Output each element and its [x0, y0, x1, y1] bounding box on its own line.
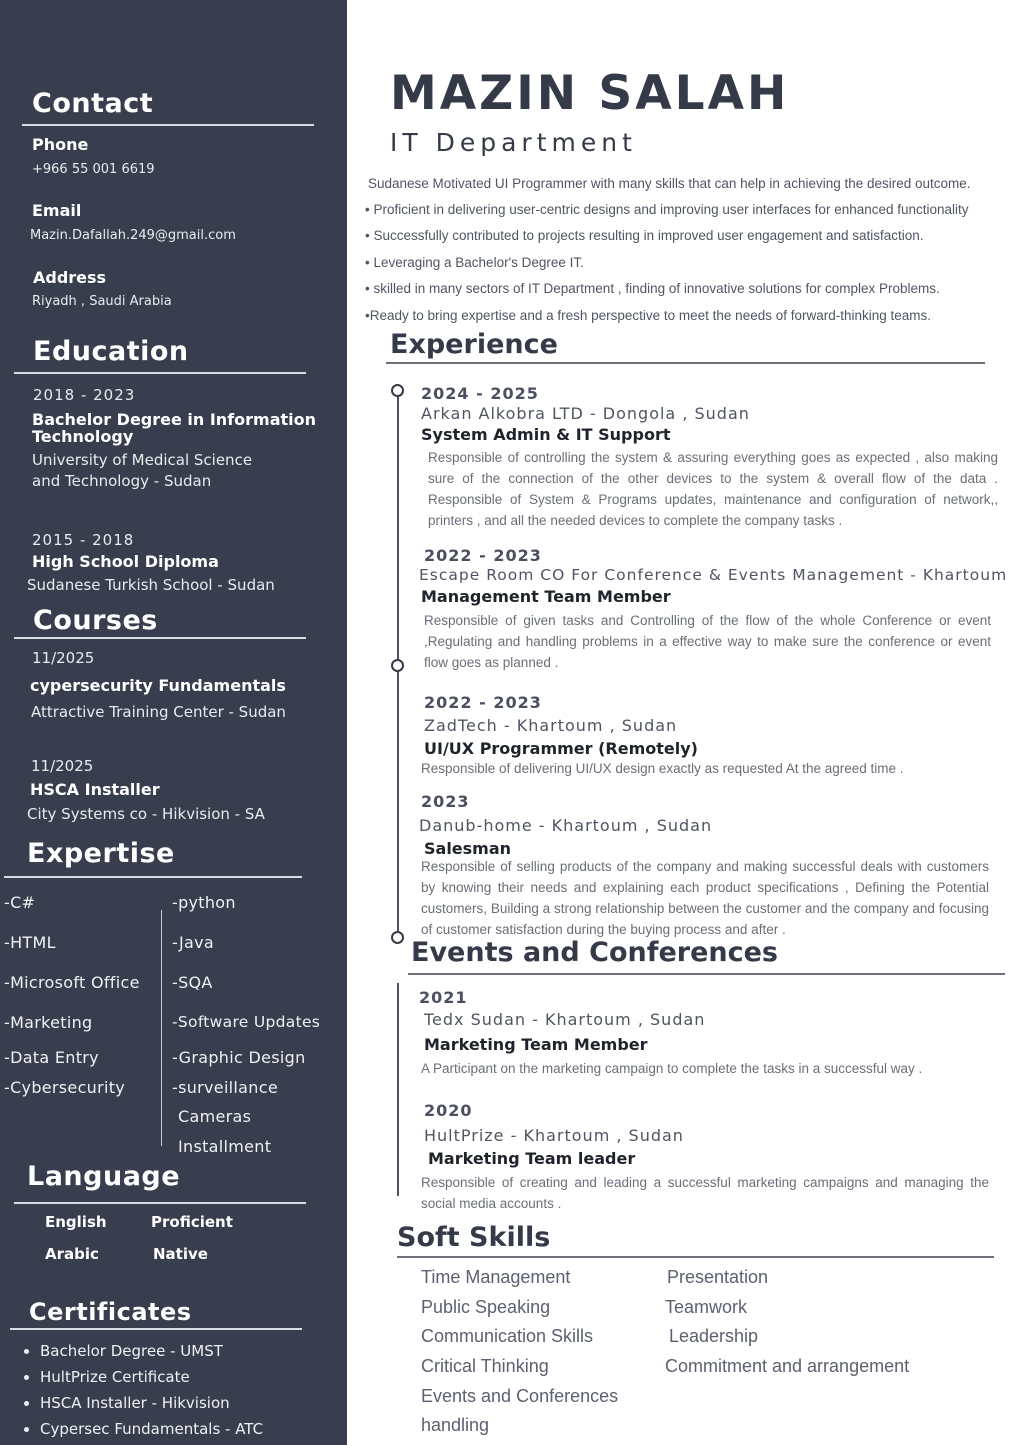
experience-title: UI/UX Programmer (Remotely)	[424, 739, 698, 758]
event-year: 2020	[424, 1101, 473, 1120]
summary-bullet: •Ready to bring expertise and a fresh perspective to meet the needs of forward-thinking teams.	[365, 308, 932, 323]
experience-description: Responsible of selling products of the company and making successful deals with customers by knowing their needs and explaining each product specifications , Defining the Potential customers, Building a strong relationship between the customer and the company and focusing of customer satisfaction during the buying process and after .	[421, 859, 989, 937]
language-name: English	[45, 1213, 107, 1231]
education-years: 2015 - 2018	[32, 531, 135, 549]
soft-skill: Communication Skills	[421, 1326, 594, 1346]
experience-years: 2023	[421, 792, 470, 811]
experience-company: Arkan Alkobra LTD - Dongola , Sudan	[421, 404, 750, 423]
expertise-item: -Software Updates	[172, 1013, 321, 1031]
expertise-item: Cameras	[178, 1107, 252, 1126]
experience-description: Responsible of delivering UI/UX design exactly as requested At the agreed time .	[421, 761, 904, 776]
email-value[interactable]: Mazin.Dafallah.249@gmail.com	[30, 228, 236, 243]
expertise-item: -HTML	[4, 933, 56, 952]
soft-skill: Events and Conferences	[421, 1386, 619, 1406]
certificate-item: • Cypersec Fundamentals - ATC	[40, 1416, 263, 1442]
language-divider	[14, 1202, 306, 1204]
experience-title: Management Team Member	[421, 587, 671, 606]
education-degree: Bachelor Degree in Information	[32, 410, 317, 429]
summary-line: Sudanese Motivated UI Programmer with many skills that can help in achieving the desired outcome.	[368, 176, 971, 191]
language-level: Proficient	[151, 1213, 233, 1231]
experience-years: 2022 - 2023	[424, 693, 542, 712]
expertise-heading: Expertise	[27, 838, 175, 869]
timeline-dot	[391, 659, 404, 672]
expertise-item: -SQA	[172, 973, 213, 992]
education-degree-cont: Technology	[32, 427, 134, 446]
expertise-item: Installment	[178, 1137, 272, 1156]
event-title: Marketing Team leader	[428, 1149, 636, 1168]
address-label: Address	[33, 268, 107, 287]
experience-title: Salesman	[424, 839, 512, 858]
education-divider	[14, 372, 306, 374]
expertise-item: -python	[172, 893, 236, 912]
candidate-role: IT Department	[390, 128, 637, 157]
expertise-item: -Data Entry	[4, 1048, 99, 1067]
education-school: University of Medical Science	[32, 451, 253, 469]
experience-divider	[386, 362, 985, 364]
expertise-item: -Java	[172, 933, 214, 952]
courses-divider	[14, 637, 306, 639]
soft-skill: Commitment and arrangement	[665, 1356, 910, 1376]
expertise-item: -Marketing	[4, 1013, 93, 1032]
education-school-cont: and Technology - Sudan	[32, 472, 212, 490]
soft-skill: handling	[421, 1415, 490, 1435]
course-name: HSCA Installer	[30, 780, 160, 799]
event-description: Responsible of creating and leading a successful marketing campaigns and managing the social media accounts .	[421, 1175, 989, 1211]
soft-skill: Public Speaking	[421, 1297, 551, 1317]
experience-company: ZadTech - Khartoum , Sudan	[424, 716, 678, 735]
certificates-heading: Certificates	[29, 1298, 192, 1326]
experience-years: 2024 - 2025	[421, 384, 539, 403]
experience-company: Danub-home - Khartoum , Sudan	[419, 816, 713, 835]
education-heading: Education	[33, 336, 189, 367]
experience-heading: Experience	[390, 329, 558, 360]
language-name: Arabic	[45, 1245, 99, 1263]
expertise-item: -Cybersecurity	[4, 1078, 126, 1097]
education-school: Sudanese Turkish School - Sudan	[27, 576, 275, 594]
expertise-item: -C#	[4, 893, 36, 912]
phone-label: Phone	[32, 135, 89, 154]
event-year: 2021	[419, 988, 468, 1007]
timeline-dot	[391, 931, 404, 944]
phone-value[interactable]: +966 55 001 6619	[32, 162, 155, 177]
courses-heading: Courses	[33, 605, 158, 636]
certificate-item: • HultPrize Certificate	[40, 1364, 263, 1390]
email-label: Email	[32, 201, 82, 220]
certificates-divider	[10, 1328, 302, 1330]
education-degree: High School Diploma	[32, 552, 219, 571]
event-description: A Participant on the marketing campaign to complete the tasks in a successful way .	[421, 1061, 923, 1076]
expertise-item: -surveillance	[172, 1078, 278, 1097]
language-level: Native	[153, 1245, 208, 1263]
course-name: cypersecurity Fundamentals	[30, 676, 286, 695]
events-heading: Events and Conferences	[411, 937, 779, 968]
soft-skill: Time Management	[421, 1267, 571, 1287]
course-provider: City Systems co - Hikvision - SA	[27, 805, 265, 823]
soft-skill: Leadership	[669, 1326, 759, 1346]
event-organization: HultPrize - Khartoum , Sudan	[424, 1126, 684, 1145]
summary-bullet: • Successfully contributed to projects resulting in improved user engagement and satisfaction.	[365, 228, 924, 243]
summary-bullet: • skilled in many sectors of IT Department , finding of innovative solutions for complex Problems.	[365, 281, 940, 296]
sidebar	[0, 0, 347, 1445]
contact-divider	[22, 124, 314, 126]
soft-skill: Teamwork	[665, 1297, 748, 1317]
soft-skill: Critical Thinking	[421, 1356, 549, 1376]
course-date: 11/2025	[31, 757, 94, 775]
candidate-name: MAZIN SALAH	[390, 66, 790, 121]
experience-title: System Admin & IT Support	[421, 425, 671, 444]
expertise-column-divider	[161, 910, 162, 1146]
expertise-divider	[4, 876, 302, 878]
course-date: 11/2025	[32, 649, 95, 667]
event-organization: Tedx Sudan - Khartoum , Sudan	[424, 1010, 706, 1029]
summary-bullet: • Leveraging a Bachelor's Degree IT.	[365, 255, 584, 270]
language-heading: Language	[27, 1161, 181, 1192]
expertise-item: -Microsoft Office	[4, 973, 140, 992]
certificate-item: • Bachelor Degree - UMST	[40, 1338, 263, 1364]
soft-skills-divider	[397, 1256, 994, 1258]
timeline-dot	[391, 384, 404, 397]
soft-skills-heading: Soft Skills	[397, 1222, 551, 1253]
experience-years: 2022 - 2023	[424, 546, 542, 565]
experience-description: Responsible of controlling the system & assuring everything goes as expected , also making sure of the connection of the other devices to the system & overall flow of the data . Responsible of System & Programs updates, maintenance and configuration of network,, printers , and all the needed devices to complete the company tasks .	[428, 450, 998, 528]
certificate-item: • HSCA Installer - Hikvision	[40, 1390, 263, 1416]
events-timeline	[397, 983, 399, 1196]
course-provider: Attractive Training Center - Sudan	[31, 703, 286, 721]
summary-bullet: • Proficient in delivering user-centric designs and improving user interfaces for enhanced functionality	[365, 202, 969, 217]
experience-description: Responsible of given tasks and Controlling of the flow of the whole Conference or event ,Regulating and handling problems in a effective way to make sure the conference or event flow goes as planned .	[424, 613, 991, 670]
address-value: Riyadh , Saudi Arabia	[32, 294, 172, 309]
event-title: Marketing Team Member	[424, 1035, 648, 1054]
soft-skill: Presentation	[667, 1267, 769, 1287]
expertise-item: -Graphic Design	[172, 1048, 306, 1067]
contact-heading: Contact	[32, 88, 154, 119]
certificates-list	[22, 1338, 263, 1442]
experience-company: Escape Room CO For Conference & Events Management - Khartoum	[419, 566, 1008, 584]
events-divider	[408, 973, 1005, 975]
education-years: 2018 - 2023	[33, 386, 136, 404]
